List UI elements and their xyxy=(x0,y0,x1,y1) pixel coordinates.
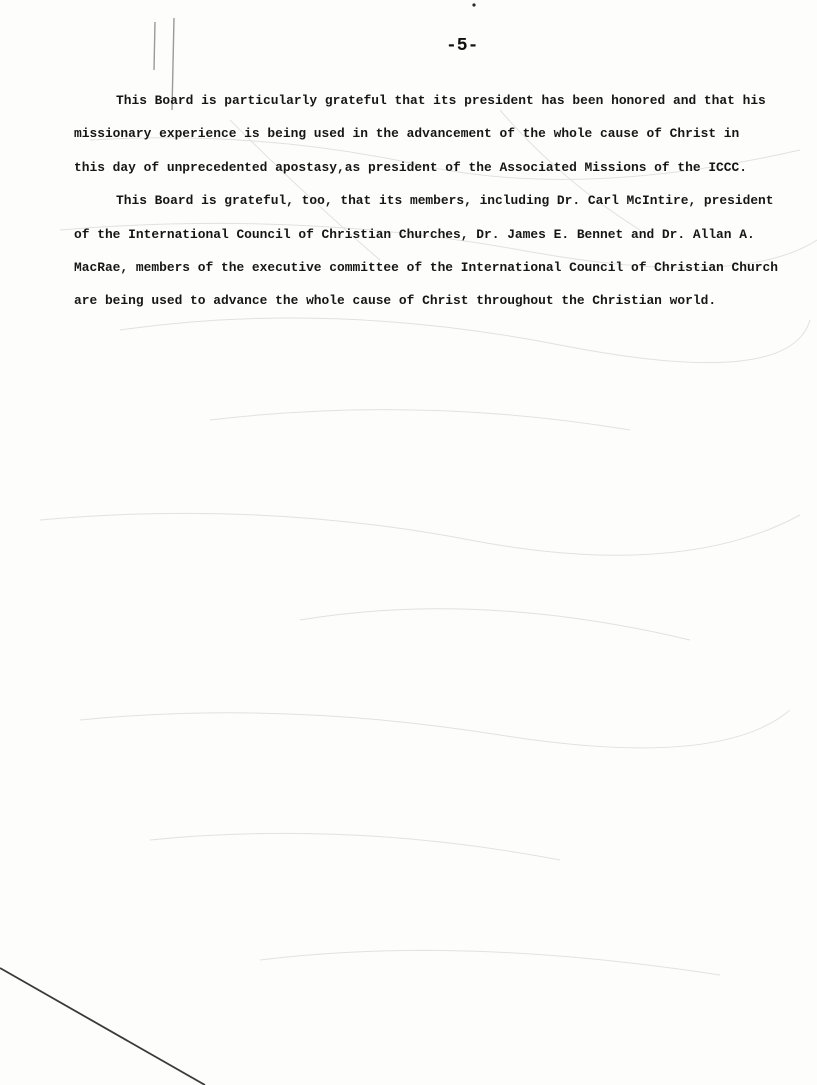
text-line: MacRae, members of the executive committee of the International Council of Christian Church xyxy=(74,259,778,275)
text-line: This Board is particularly grateful that its president has been honored and that his xyxy=(116,93,766,108)
text-line: missionary experience is being used in the advancement of the whole cause of Christ in xyxy=(74,126,740,142)
text-line: this day of unprecedented apostasy,as president of the Associated Missions of the ICCC. xyxy=(74,159,748,175)
document-body xyxy=(74,88,817,322)
page-number: -5- xyxy=(446,36,479,56)
text-line: are being used to advance the whole cause of Christ throughout the Christian world. xyxy=(74,293,717,309)
text-line: This Board is grateful, too, that its members, including Dr. Carl McIntire, president xyxy=(116,193,774,209)
text-line: of the International Council of Christian Churches, Dr. James E. Bennet and Dr. Allan A. xyxy=(74,226,755,242)
